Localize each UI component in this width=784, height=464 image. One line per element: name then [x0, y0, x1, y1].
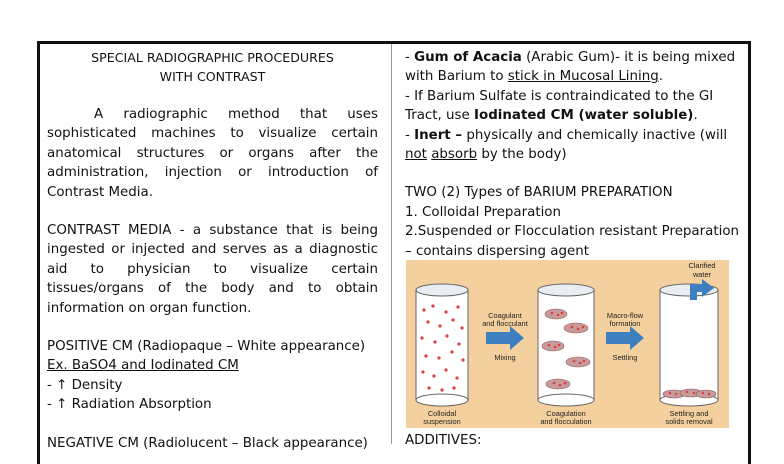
period: .: [658, 69, 663, 85]
flocculation-diagram: [406, 260, 729, 428]
label-coagulant-2: and flocculant: [482, 319, 528, 328]
additives-heading: ADDITIVES:: [405, 433, 482, 448]
inert-term: Inert –: [414, 127, 463, 143]
label-settle-1: Settling and: [669, 409, 709, 418]
beaker-colloidal: [416, 284, 468, 406]
inert-end: by the body): [477, 147, 567, 163]
beaker-1-bottom: [416, 394, 468, 406]
flocculation-diagram-svg: [406, 260, 729, 428]
label-coag-2: and flocculation: [540, 417, 592, 426]
positive-cm-example-text: Ex. BaSO4 and Iodinated CM: [47, 358, 239, 374]
period: .: [693, 108, 698, 124]
negative-cm-heading: NEGATIVE CM (Radiolucent – Black appearance): [47, 435, 368, 451]
contrast-media-term: CONTRAST MEDIA: [47, 223, 172, 239]
inert-text: physically and chemically inactive (will: [462, 127, 728, 143]
beaker-settling: [660, 284, 718, 406]
label-colloidal-1: Colloidal: [427, 409, 457, 418]
bullet-dash: -: [405, 50, 415, 65]
label-coagulant-1: Coagulant: [488, 311, 522, 320]
inert-note: [405, 126, 745, 165]
label-coag-1: Coagulation: [546, 409, 586, 418]
beaker-2-bottom: [538, 394, 594, 406]
positive-cm-heading: POSITIVE CM (Radiopaque – White appearance): [47, 339, 366, 355]
left-column: [47, 48, 378, 453]
barium-sulfate-note: [405, 87, 745, 126]
title-line-1: SPECIAL RADIOGRAPHIC PROCEDURES: [91, 50, 334, 65]
beaker-3-body: [660, 290, 718, 400]
spacer: [47, 318, 378, 337]
gum-acacia-underlined: stick in Mucosal Lining: [507, 69, 659, 85]
title-line-2: WITH CONTRAST: [159, 69, 266, 84]
bullet-dash: -: [405, 127, 415, 143]
spacer: [47, 202, 378, 221]
barium-type-2: 2.Suspended or Flocculation resistant Preparation – contains dispersing agent: [405, 224, 740, 259]
label-macro-1: Macro-flow: [606, 311, 644, 320]
spacer: [405, 164, 745, 183]
inert-absorb: absorb: [431, 147, 478, 163]
beaker-coagulation: [538, 284, 594, 406]
beaker-1-top: [416, 284, 468, 296]
label-colloidal-2: suspension: [423, 417, 461, 426]
label-settling: Settling: [612, 353, 638, 362]
label-settle-2: solids removal: [665, 417, 713, 426]
beaker-2-top: [538, 284, 594, 296]
contrast-media-definition: [47, 221, 378, 318]
iodinated-cm-bold: Iodinated CM (water soluble): [474, 108, 694, 124]
label-mixing: Mixing: [494, 353, 516, 362]
left-title: [47, 48, 378, 86]
positive-cm-point-absorption: - ↑ Radiation Absorption: [47, 397, 212, 413]
label-macro-2: formation: [609, 319, 641, 328]
label-clarified-2: water: [692, 270, 712, 279]
column-divider: [391, 44, 392, 444]
right-column: [405, 48, 745, 261]
barium-sulfate-text: - If Barium Sulfate is contraindicated to the GI Tract, use: [405, 88, 714, 124]
positive-cm-point-density: - ↑ Density: [47, 377, 123, 393]
spacer: [47, 86, 378, 105]
gum-acacia-text: (Arabic Gum)- it is being mixed with Barium to: [405, 50, 736, 85]
label-clarified-1: Clarified: [688, 261, 716, 270]
spacer: [47, 415, 378, 434]
positive-cm-example: [47, 356, 378, 375]
intro-paragraph: A radiographic method that uses sophisticated machines to visualize certain anatomical structures or organs after the administration, injection or introduction of Contrast Media.: [47, 107, 378, 200]
inert-not: not: [405, 147, 427, 163]
gum-acacia-note: [405, 48, 745, 87]
contrast-media-text: - a substance that is being ingested or injected and serves as a diagnostic aid to physician to visualize certain tissues/organs of the body and to obtain information on organ function.: [47, 223, 378, 316]
gum-acacia-term: Gum of Acacia: [414, 50, 522, 65]
barium-types-heading: TWO (2) Types of BARIUM PREPARATION: [405, 185, 673, 201]
barium-type-1: 1. Colloidal Preparation: [405, 204, 561, 220]
